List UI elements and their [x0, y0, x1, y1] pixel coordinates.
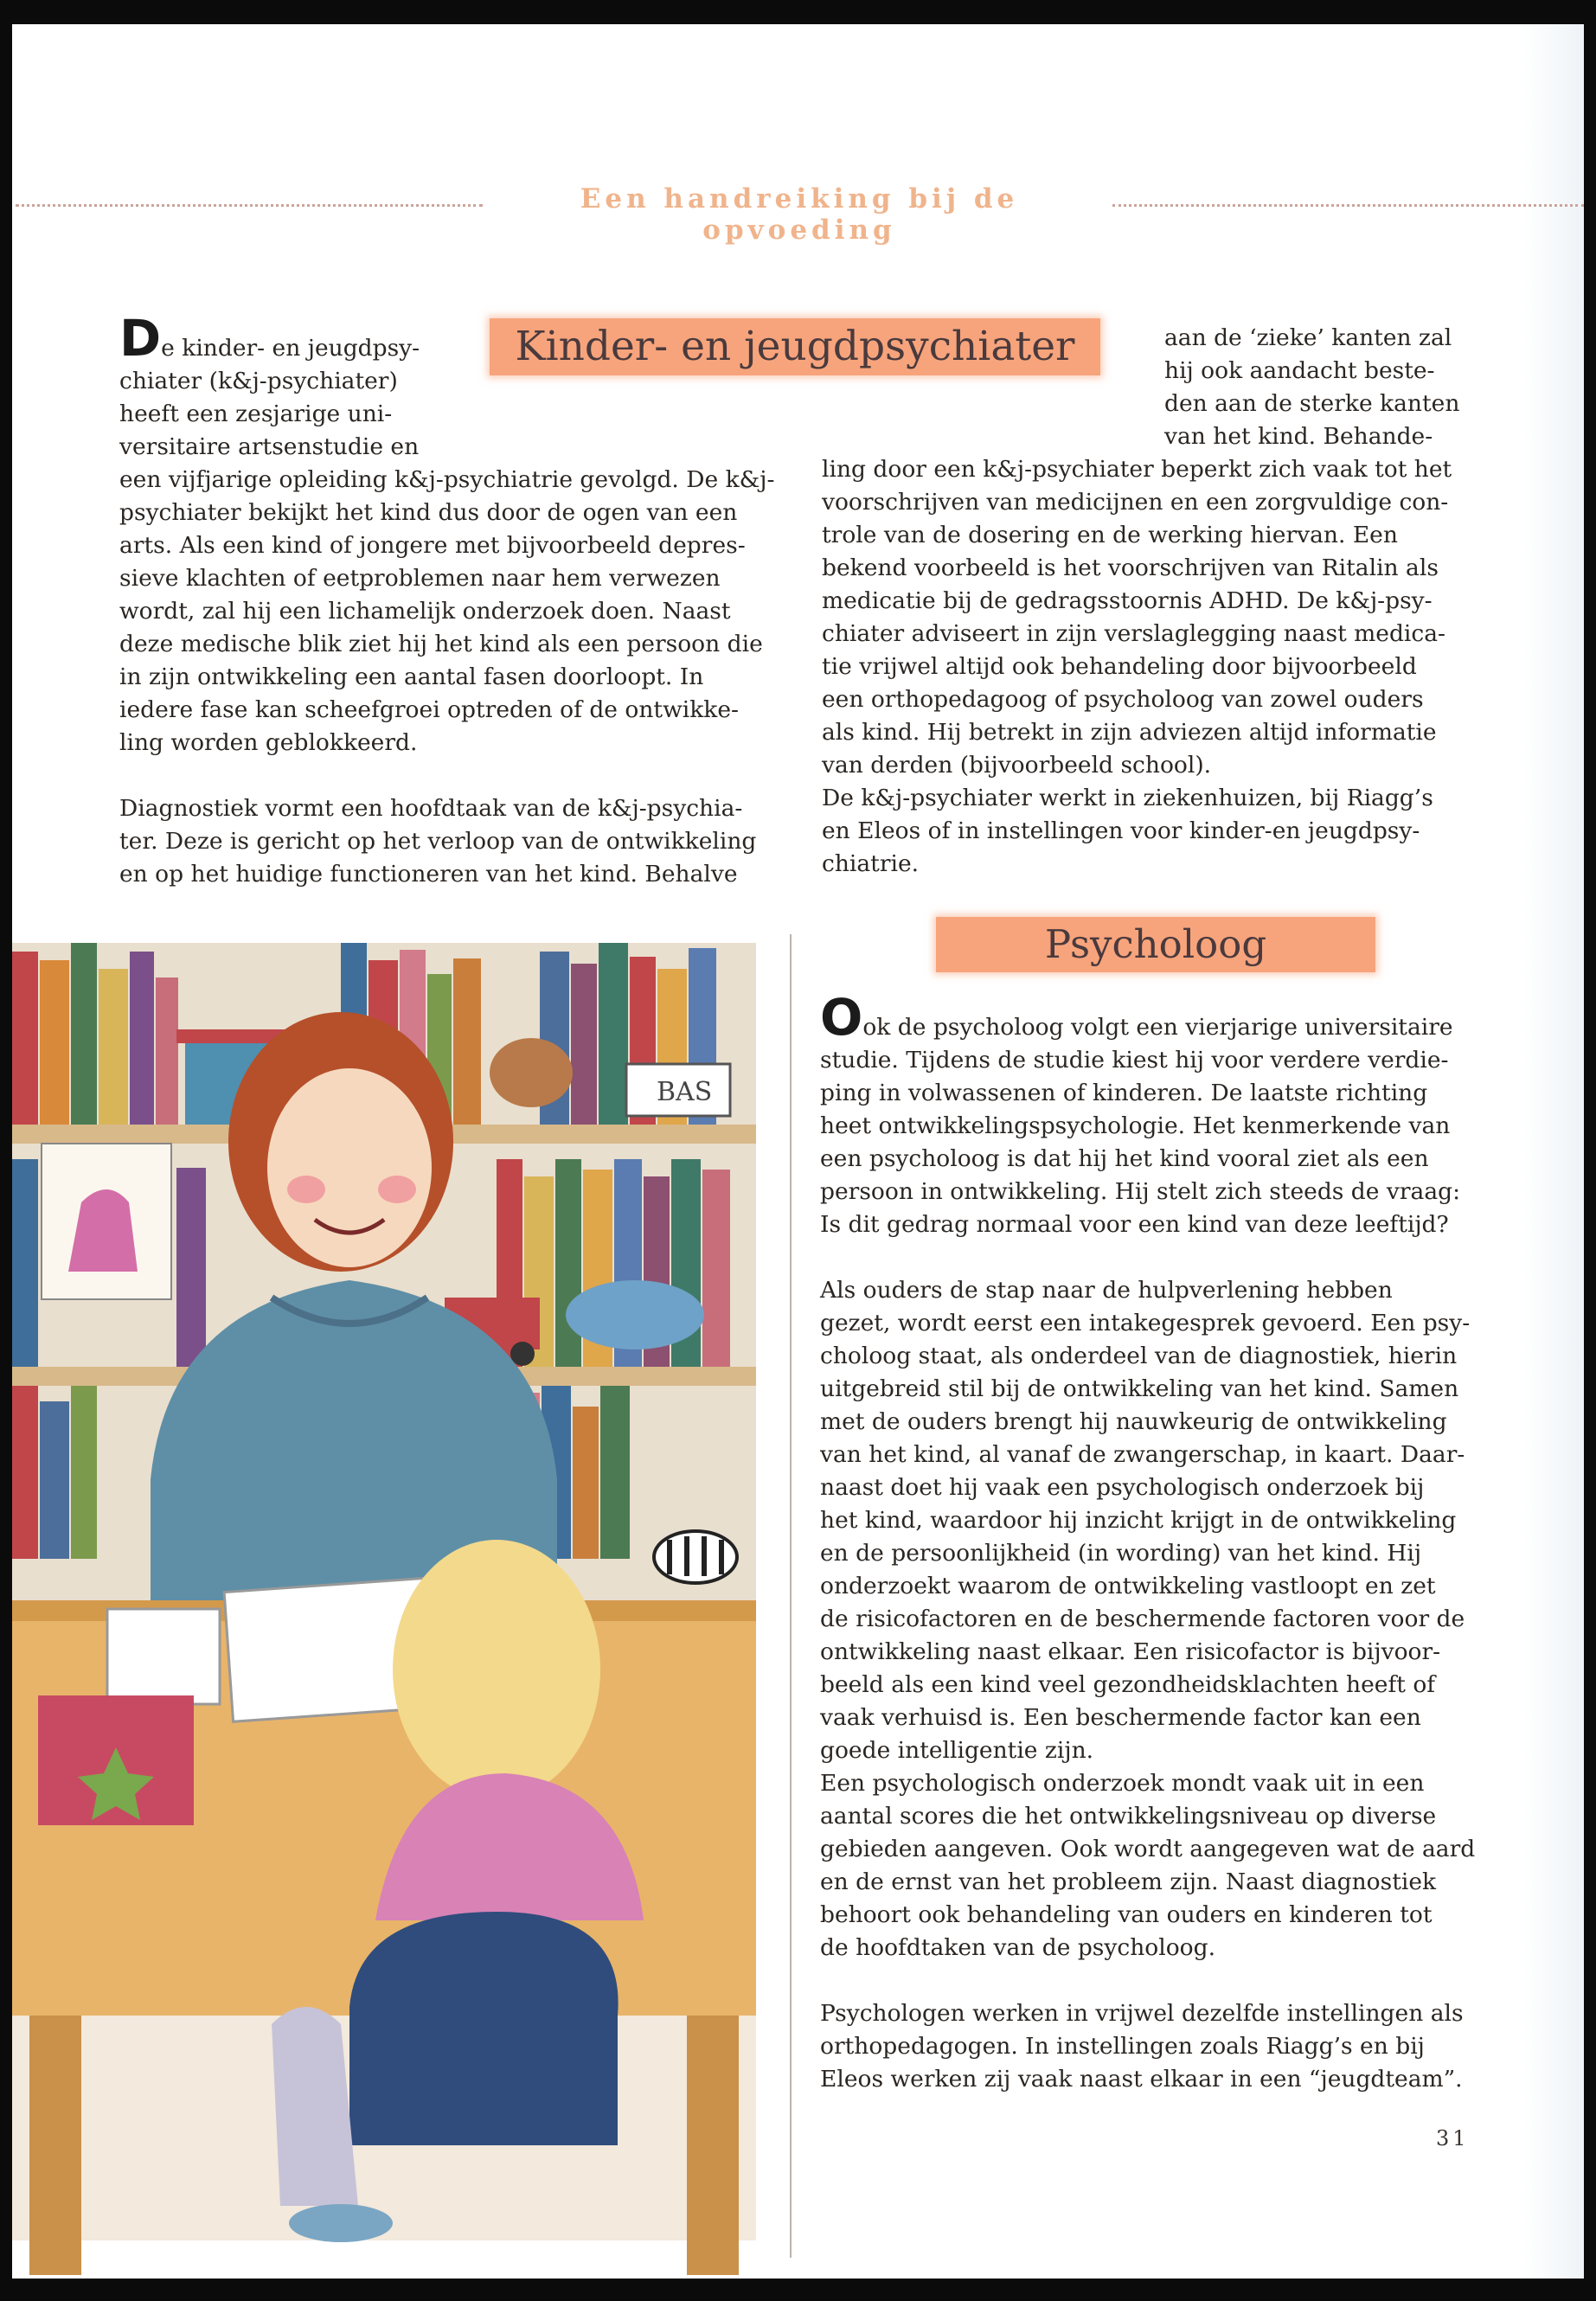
text-line: Psychologen werken in vrijwel dezelfde instellingen als — [820, 2000, 1464, 2027]
text-line: en de persoonlijkheid (in wording) van het kind. Hij — [820, 1540, 1422, 1567]
text-line: Als ouders de stap naar de hulpverlening hebben — [820, 1277, 1393, 1304]
text-line: deze medische blik ziet hij het kind als een persoon die — [119, 631, 763, 657]
section1-left-paragraph-2 — [119, 792, 785, 891]
section2-paragraph-2 — [820, 1274, 1495, 1965]
text-line: medicatie bij de gedragsstoornis ADHD. De k&j-psy- — [822, 587, 1433, 614]
text-line: van het kind. Behande- — [1164, 423, 1433, 450]
section2-paragraph-1 — [820, 1044, 1495, 1241]
text-line: van derden (bijvoorbeeld school). — [822, 752, 1212, 779]
text-line: in zijn ontwikkeling een aantal fasen doorloopt. In — [119, 663, 704, 690]
paper-note-small — [107, 1609, 220, 1704]
text-line: vaak verhuisd is. Een beschermende factor kan een — [820, 1704, 1421, 1731]
section1-right-paragraph — [822, 322, 1479, 881]
text-line: ping in volwassenen of kinderen. De laatste richting — [820, 1080, 1428, 1106]
text-line: als kind. Hij betrekt in zijn adviezen altijd informatie — [822, 719, 1437, 746]
text-line: choloog staat, als onderdeel van de diagnostiek, hierin — [820, 1343, 1458, 1369]
text-line: onderzoekt waarom de ontwikkeling vastloopt en zet — [820, 1573, 1436, 1599]
dropcap-o: O — [820, 988, 863, 1047]
text-line: Eleos werken zij vaak naast elkaar in een “jeugdteam”. — [820, 2066, 1463, 2093]
text-line: een vijfjarige opleiding k&j-psychiatrie gevolgd. De k&j- — [119, 466, 775, 493]
text-line: trole van de dosering en de werking hiervan. Een — [822, 522, 1398, 548]
text-line: persoon in ontwikkeling. Hij stelt zich steeds de vraag: — [820, 1178, 1461, 1205]
text-line: Diagnostiek vormt een hoofdtaak van de k&j-psychia- — [119, 795, 743, 822]
text-line: gezet, wordt eerst een intakegesprek gevoerd. Een psy- — [820, 1310, 1471, 1336]
text-line: ontwikkeling naast elkaar. Een risicofactor is bijvoor- — [820, 1638, 1441, 1665]
text-line: chiatrie. — [822, 850, 920, 877]
text-line: gebieden aangeven. Ook wordt aangegeven wat de aard — [820, 1836, 1476, 1862]
text-line: met de ouders brengt hij nauwkeurig de ontwikkeling — [820, 1408, 1447, 1435]
section-heading-kinder-jeugdpsychiater: Kinder- en jeugdpsychiater — [490, 318, 1100, 375]
text-line: ling door een k&j-psychiater beperkt zich vaak tot het — [822, 456, 1452, 483]
text-line: bekend voorbeeld is het voorschrijven van Ritalin als — [822, 554, 1439, 581]
page-number: 31 — [1436, 2126, 1470, 2150]
text-line: ling worden geblokkeerd. — [119, 729, 418, 756]
text-line: aantal scores die het ontwikkelingsniveau op diverse — [820, 1803, 1437, 1830]
text-line: chiater adviseert in zijn verslaglegging naast medica- — [822, 620, 1445, 647]
running-header — [12, 183, 1584, 246]
header-dotted-rule-right — [1112, 204, 1584, 207]
text-line: en de ernst van het probleem zijn. Naast diagnostiek — [820, 1868, 1437, 1895]
text-line: naast doet hij vaak een psychologisch onderzoek bij — [820, 1474, 1425, 1501]
desk-lamp — [566, 1280, 704, 1349]
text-line: de hoofdtaken van de psycholoog. — [820, 1934, 1215, 1961]
header-title: Een handreiking bij de opvoeding — [580, 183, 1019, 246]
text-line: een orthopedagoog of psycholoog van zowel ouders — [822, 686, 1424, 713]
text-line: psychiater bekijkt het kind dus door de ogen van een — [119, 499, 738, 526]
text-line: De k&j-psychiater werkt in ziekenhuizen, bij Riagg’s — [822, 785, 1433, 811]
text-line: studie. Tijdens de studie kiest hij voor verdere verdie- — [820, 1047, 1449, 1074]
text-line: tie vrijwel altijd ook behandeling door bijvoorbeeld — [822, 653, 1417, 680]
text-line: e kinder- en jeugdpsy- — [161, 335, 420, 362]
text-line: orthopedagogen. In instellingen zoals Riagg’s en bij — [820, 2033, 1425, 2060]
text-line: iedere fase kan scheefgroei optreden of de ontwikke- — [119, 696, 739, 723]
text-line: en Eleos of in instellingen voor kinder-en jeugdpsy- — [822, 817, 1420, 844]
text-line: chiater (k&j-psychiater) — [119, 368, 398, 394]
text-line: het kind, waardoor hij inzicht krijgt in de ontwikkeling — [820, 1507, 1457, 1534]
section1-left-paragraph — [119, 365, 785, 760]
text-line: ok de psycholoog volgt een vierjarige universitaire — [862, 1014, 1453, 1041]
section1-right-column — [822, 322, 1479, 881]
text-line: hij ook aandacht beste- — [1164, 357, 1435, 384]
text-line: den aan de sterke kanten — [1164, 390, 1460, 417]
text-line: Is dit gedrag normaal voor een kind van deze leeftijd? — [820, 1211, 1449, 1238]
text-line: ter. Deze is gericht op het verloop van de ontwikkeling — [119, 828, 757, 855]
toy-teddy — [490, 1038, 573, 1107]
section1-first-line — [119, 309, 785, 368]
text-line: versitaire artsenstudie en — [119, 433, 420, 460]
text-line: beeld als een kind veel gezondheidsklachten heeft of — [820, 1671, 1436, 1698]
illustration-psychologist-with-child — [12, 943, 792, 2275]
text-line: en op het huidige functioneren van het kind. Behalve — [119, 861, 738, 888]
toy-zebra — [654, 1531, 737, 1583]
text-line: van het kind, al vanaf de zwangerschap, in kaart. Daar- — [820, 1441, 1465, 1468]
text-line: de risicofactoren en de beschermende factoren voor de — [820, 1606, 1465, 1632]
section2-first-line — [820, 988, 1495, 1047]
text-line: een psycholoog is dat hij het kind vooral ziet als een — [820, 1145, 1429, 1172]
text-line: arts. Als een kind of jongere met bijvoorbeeld depres- — [119, 532, 746, 559]
column-divider — [790, 934, 792, 2258]
text-line: voorschrijven van medicijnen en een zorgvuldige con- — [822, 489, 1449, 516]
text-line: sieve klachten of eetproblemen naar hem verwezen — [119, 565, 721, 592]
section1-left-column — [119, 309, 785, 891]
text-line: goede intelligentie zijn. — [820, 1737, 1094, 1764]
text-line: aan de ‘zieke’ kanten zal — [1164, 324, 1452, 351]
text-line: Een psychologisch onderzoek mondt vaak uit in een — [820, 1770, 1425, 1797]
chair — [349, 1912, 619, 2145]
header-dotted-rule-left — [16, 204, 483, 207]
section2-paragraph-3 — [820, 1997, 1495, 2096]
text-line: heet ontwikkelingspsychologie. Het kenmerkende van — [820, 1112, 1451, 1139]
section-heading-psycholoog: Psycholoog — [936, 917, 1375, 972]
text-line: behoort ook behandeling van ouders en kinderen tot — [820, 1901, 1433, 1928]
page-edge-shadow — [1523, 24, 1584, 2279]
dropcap-d: D — [119, 309, 162, 368]
section2-column — [820, 988, 1495, 2096]
text-line: wordt, zal hij een lichamelijk onderzoek doen. Naast — [119, 598, 731, 625]
text-line: heeft een zesjarige uni- — [119, 401, 393, 427]
toy-box-label: BAS — [657, 1077, 713, 1107]
text-line: uitgebreid stil bij de ontwikkeling van het kind. Samen — [820, 1375, 1459, 1402]
